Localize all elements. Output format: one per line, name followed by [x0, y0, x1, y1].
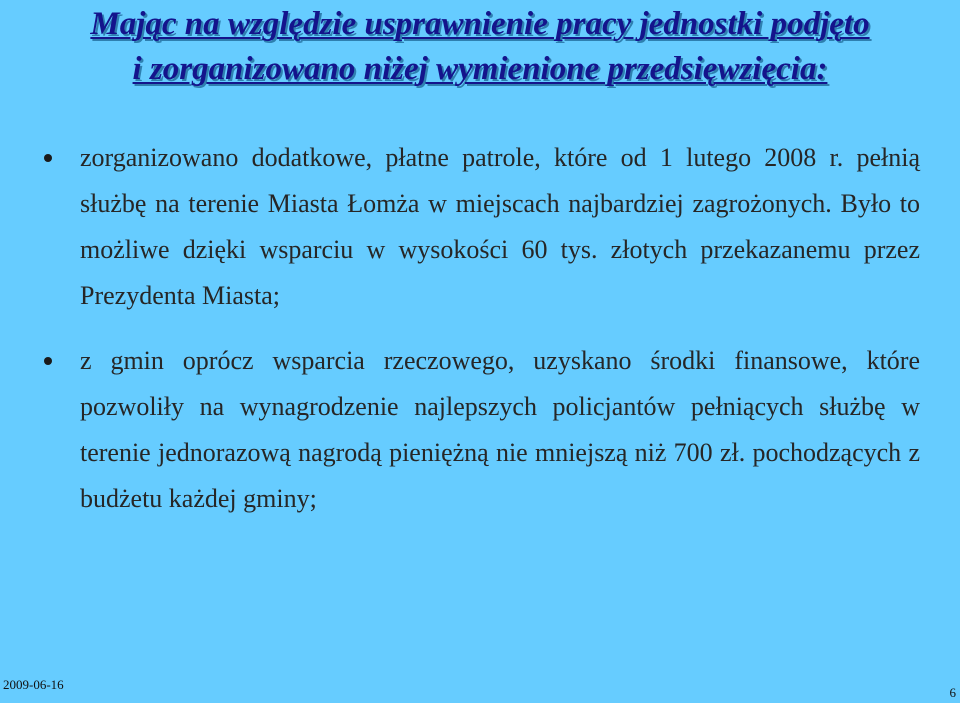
page-number: 6	[949, 685, 956, 700]
bullet-text: z gmin oprócz wsparcia rzeczowego, uzyskano środki finansowe, które pozwoliły na wynagrodzenie najlepszych policjantów pełniących służbę w terenie jednorazową nagrodą pieniężną nie mniejszą niż 700 zł. pochodzących z budżetu każdej gminy;	[80, 346, 920, 513]
bullet-text: zorganizowano dodatkowe, płatne patrole, które od 1 lutego 2008 r. pełnią służbę na terenie Miasta Łomża w miejscach najbardziej zagrożonych. Było to możliwe dzięki wsparciu w wysokości 60 tys. złotych przekazanemu przez Prezydenta Miasta;	[80, 143, 920, 310]
title-line-1: Mając na względzie usprawnienie pracy jednostki podjęto	[90, 6, 870, 42]
bullet-dot-icon	[44, 154, 52, 162]
title-line-2: i zorganizowano niżej wymienione przedsięwzięcia:	[132, 51, 828, 87]
bullet-item-patrols	[80, 135, 920, 319]
footer-date: 2009-06-16	[3, 677, 64, 692]
slide-title	[0, 2, 960, 92]
bullet-list	[0, 135, 960, 522]
bullet-dot-icon	[44, 357, 52, 365]
bullet-item-funding	[80, 338, 920, 522]
